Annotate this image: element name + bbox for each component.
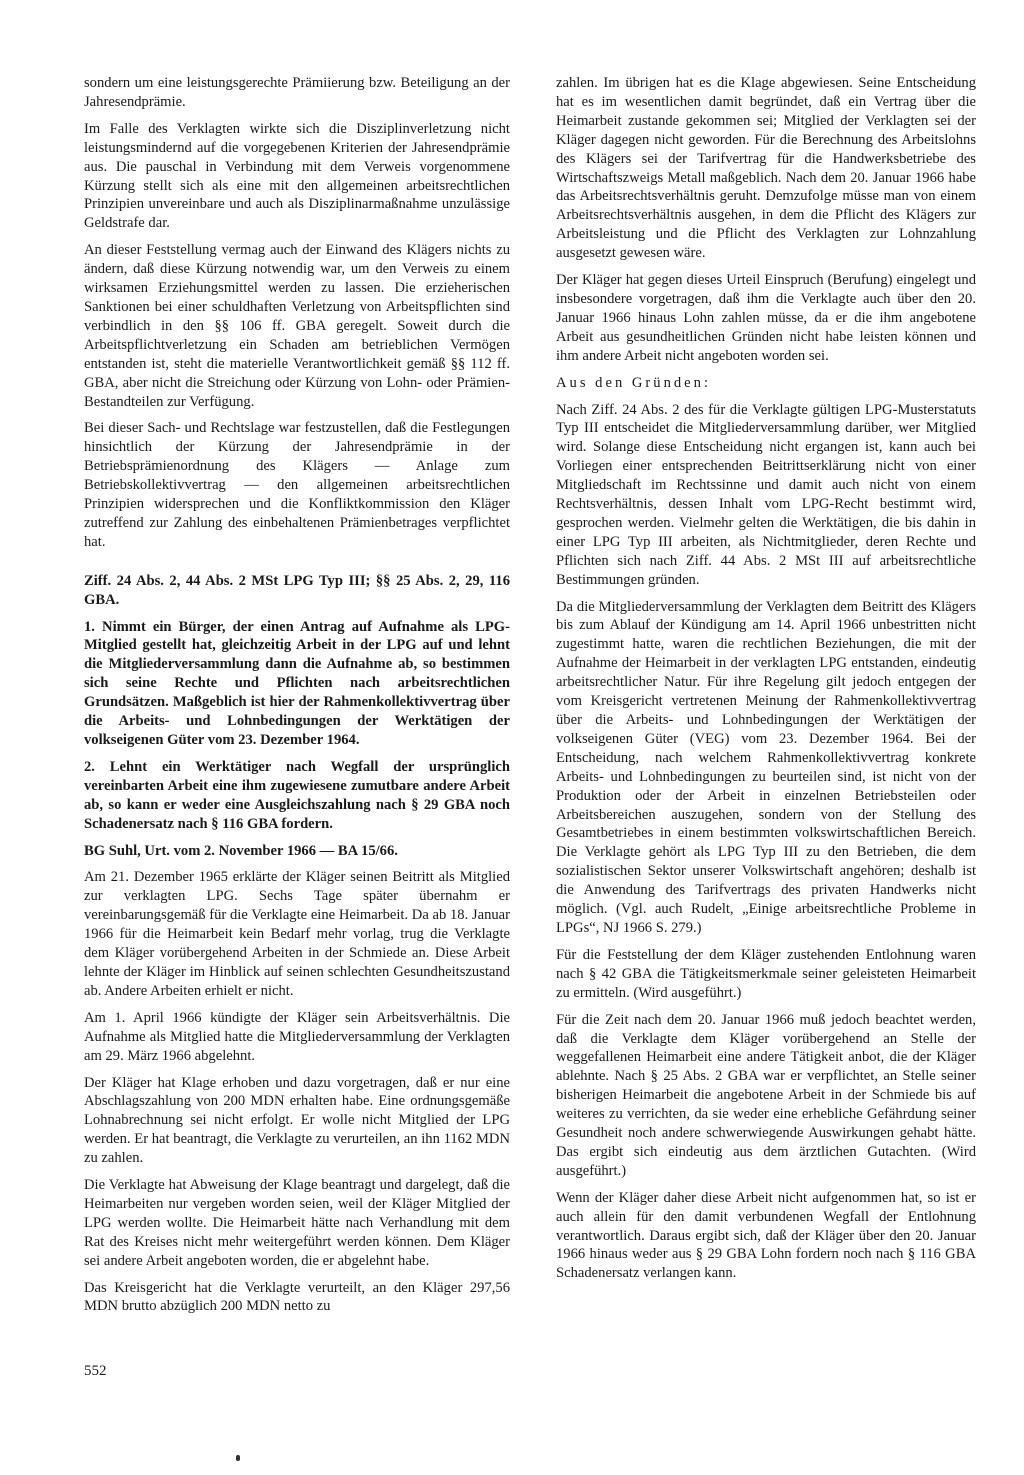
right-column (556, 74, 976, 1291)
paragraph: An dieser Feststellung vermag auch der Einwand des Klägers nichts zu ändern, daß diese Kürzung notwendig war, um den Verweis zu einem wirksamen Erziehungsmittel werden zu lassen. Die erzieherischen Sanktionen bei einer schuldhaften Verletzung von Arbeitspflichten sind verbindlich in den §§ 106 ff. GBA geregelt. Soweit durch die Arbeitspflichtverletzung ein Schaden am betrieblichen Vermögen entstanden ist, steht die materielle Verantwortlichkeit gemäß §§ 112 ff. GBA, aber nicht die Streichung oder Kürzung von Lohn- oder Prämien-Bestandteilen zur Verfügung. (84, 242, 510, 410)
paragraph: Bei dieser Sach- und Rechtslage war festzustellen, daß die Festlegungen hinsichtlich der Kürzung der Jahresendprämie in der Betriebsprämienordnung des Klägers — Anlage zum Betriebskollektivvertrag — den allgemeinen arbeitsrechtlichen Prinzipien widersprechen und die Konfliktkommission den Kläger zutreffend zur Zahlung des einbehaltenen Prämienbetrages verpflichtet hat. (84, 420, 510, 550)
headnote-1: 1. Nimmt ein Bürger, der einen Antrag auf Aufnahme als LPG-Mitglied gestellt hat, gleichzeitig Arbeit in der LPG auf und lehnt die Mitgliederversammlung dann die Aufnahme ab, so bestimmen sich seine Rechte und Pflichten nach arbeitsrechtlichen Grundsätzen. Maßgeblich ist hier der Rahmenkollektivvertrag über die Arbeits- und Lohnbedingungen der Werktätigen der volkseigenen Güter vom 23. Dezember 1964. (84, 618, 510, 748)
paragraph: Das Kreisgericht hat die Verklagte verurteilt, an den Kläger 297,56 MDN brutto abzüglich 200 MDN netto zu (84, 1279, 510, 1315)
paragraph: Die Verklagte hat Abweisung der Klage beantragt und dargelegt, daß die Heimarbeiten nur vergeben worden seien, weil der Kläger Mitglied der LPG werden wollte. Die Heimarbeit hätte nach Verhandlung mit dem Rat des Kreises nicht mehr weitergeführt werden können. Dem Kläger sei andere Arbeit angeboten worden, die er abgelehnt habe. (84, 1177, 510, 1269)
paragraph: Für die Feststellung der dem Kläger zustehenden Entlohnung waren nach § 42 GBA die Tätigkeitsmerkmale seiner geleisteten Heimarbeit zu ermitteln. (Wird ausgeführt.) (556, 946, 976, 1001)
page-number: 552 (84, 1363, 107, 1379)
paragraph: Für die Zeit nach dem 20. Januar 1966 muß jedoch beachtet werden, daß die Verklagte dem Kläger vorübergehend an Stelle der weggefallenen Heimarbeit eine andere Tätigkeit anbot, die der Kläger ablehnte. Nach § 25 Abs. 2 GBA war er verpflichtet, an Stelle seiner bisherigen Heimarbeit die angebotene Arbeit in der Schmiede bis auf weiteres zu verrichten, da sie weder eine erhebliche Gefährdung seiner Gesundheit noch andere schwerwiegende Auswirkungen gehabt hätte. Das ergibt sich eindeutig aus dem ärztlichen Gutachten. (Wird ausgeführt.) (556, 1011, 976, 1179)
scan-speck (236, 1455, 240, 1461)
paragraph: Wenn der Kläger daher diese Arbeit nicht aufgenommen hat, so ist er auch allein für den damit verbundenen Wegfall der Entlohnung verantwortlich. Daraus ergibt sich, daß der Kläger über den 20. Januar 1966 hinaus weder aus § 29 GBA Lohn fordern noch nach § 116 GBA Schadenersatz verlangen kann. (556, 1189, 976, 1282)
reasons-heading: Aus den Gründen: (556, 374, 712, 391)
paragraph: sondern um eine leistungsgerechte Prämiierung bzw. Beteiligung an der Jahresendprämie. (84, 75, 510, 110)
paragraph: Der Kläger hat gegen dieses Urteil Einspruch (Berufung) eingelegt und insbesondere vorgetragen, daß ihm die Verklagte auch über den 20. Januar 1966 hinaus Lohn zahlen müsse, da er die ihm angebotene Arbeit aus gesundheitlichen Gründen nicht habe leisten können und ihm andere Arbeit nicht angeboten worden sei. (556, 272, 976, 364)
legal-citation: Ziff. 24 Abs. 2, 44 Abs. 2 MSt LPG Typ III; §§ 25 Abs. 2, 29, 116 GBA. (84, 572, 510, 608)
paragraph: Im Falle des Verklagten wirkte sich die Disziplinverletzung nicht leistungsmindernd auf die vorgegebenen Kriterien der Jahresendprämie aus. Die pauschal in Verbindung mit dem Verweis vorgenommene Kürzung stellt sich als eine mit den allgemeinen arbeitsrechtlichen Prinzipien unvereinbare und auch als Disziplinarmaßnahme unzulässige Geldstrafe dar. (84, 120, 510, 232)
headnote-2: 2. Lehnt ein Werktätiger nach Wegfall der ursprünglich vereinbarten Arbeit eine ihm zugewiesene zumutbare andere Arbeit ab, so kann er weder eine Ausgleichszahlung nach § 29 GBA noch Schadenersatz nach § 116 GBA fordern. (84, 758, 510, 832)
court-decision-reference: BG Suhl, Urt. vom 2. November 1966 — BA 15/66. (84, 842, 398, 859)
paragraph: zahlen. Im übrigen hat es die Klage abgewiesen. Seine Entscheidung hat es im wesentlichen damit begründet, daß ein Vertrag über die Heimarbeit zustande gekommen sei; Mitglied der Verklagten sei der Kläger dagegen nicht geworden. Für die Berechnung des Arbeitslohns des Klägers sei der Tarifvertrag für die Handwerksbetriebe des Wirtschaftszweigs Metall maßgeblich. Nach dem 20. Januar 1966 habe das Arbeitsrechtsverhältnis geruht. Demzufolge müsse man von einem Arbeitsrechtsverhältnis ausgehen, in dem die Pflicht des Klägers zur Arbeitsleistung und die Pflicht des Verklagten zur Lohnzahlung ausgesetzt gewesen wäre. (556, 75, 976, 262)
paragraph: Am 21. Dezember 1965 erklärte der Kläger seinen Beitritt als Mitglied zur verklagten LPG. Sechs Tage später übernahm er vereinbarungsgemäß für die Verklagte eine Heimarbeit. Da ab 18. Januar 1966 für die Heimarbeit kein Bedarf mehr vorlag, trug die Verklagte dem Kläger vorübergehend Arbeiten in der Schmiede an. Diese Arbeit lehnte der Kläger im Hinblick auf seinen schlechten Gesundheitszustand ab. Andere Arbeiten erhielt er nicht. (84, 869, 510, 999)
paragraph: Der Kläger hat Klage erhoben und dazu vorgetragen, daß er nur eine Abschlagszahlung von 200 MDN erhalten habe. Eine ordnungsgemäße Lohnabrechnung sei nicht erfolgt. Er wolle nicht Mitglied der LPG werden. Er hat beantragt, die Verklagte zu verurteilen, an ihn 1162 MDN zu zahlen. (84, 1074, 510, 1167)
left-column (84, 74, 510, 1324)
paragraph: Nach Ziff. 24 Abs. 2 des für die Verklagte gültigen LPG-Musterstatuts Typ III entscheidet die Mitgliederversammlung darüber, wer Mitglied wird. Solange diese Entscheidung nicht ergangen ist, kann auch bei Vorliegen einer entsprechenden Beitrittserklärung nicht von einer Mitgliedschaft im Rechtssinne und damit auch nicht von einem Rechtsverhältnis, dessen Inhalt vom LPG-Recht bestimmt wird, gesprochen werden. Vielmehr gelten die Werktätigen, die bis dahin in einer LPG Typ III arbeiten, als Nichtmitglieder, deren Rechte und Pflichten sich nach Ziff. 44 Abs. 2 MSt III auf arbeitsrechtliche Bestimmungen gründen. (556, 401, 976, 588)
paragraph: Da die Mitgliederversammlung der Verklagten dem Beitritt des Klägers bis zum Ablauf der Kündigung am 14. April 1966 unbestritten nicht zugestimmt hatte, waren die rechtlichen Beziehungen, die mit der Aufnahme der Heimarbeit in der verklagten LPG entstanden, eindeutig arbeitsrechtlicher Natur. Für ihre Regelung gilt jedoch entgegen der vom Kreisgericht vertretenen Meinung der Rahmenkollektivvertrag über die Arbeits- und Lohnbedingungen der Werktätigen der volkseigenen Güter (VEG) vom 23. Dezember 1964. Bei der Entscheidung, nach welchem Rahmenkollektivvertrag konkrete Arbeits- und Lohnbedingungen zu beurteilen sind, ist nicht von der Produktion oder der Arbeit in einzelnen Betriebsteilen oder Arbeitsbereichen auszugehen, sondern von der Stellung des Gesamtbetriebes in einem bestimmten volkswirtschaftlichen Bereich. Die Verklagte gehört als LPG Typ III zu den Betrieben, die dem sozialistischen Sektor unserer Volkswirtschaft angehören; deshalb ist die Anwendung des Tarifvertrags des privaten Handwerks nicht möglich. (Vgl. auch Rudelt, „Einige arbeitsrechtliche Probleme in LPGs“, NJ 1966 S. 279.) (556, 598, 976, 936)
paragraph: Am 1. April 1966 kündigte der Kläger sein Arbeitsverhältnis. Die Aufnahme als Mitglied hatte die Mitgliederversammlung der Verklagten am 29. März 1966 abgelehnt. (84, 1009, 510, 1064)
